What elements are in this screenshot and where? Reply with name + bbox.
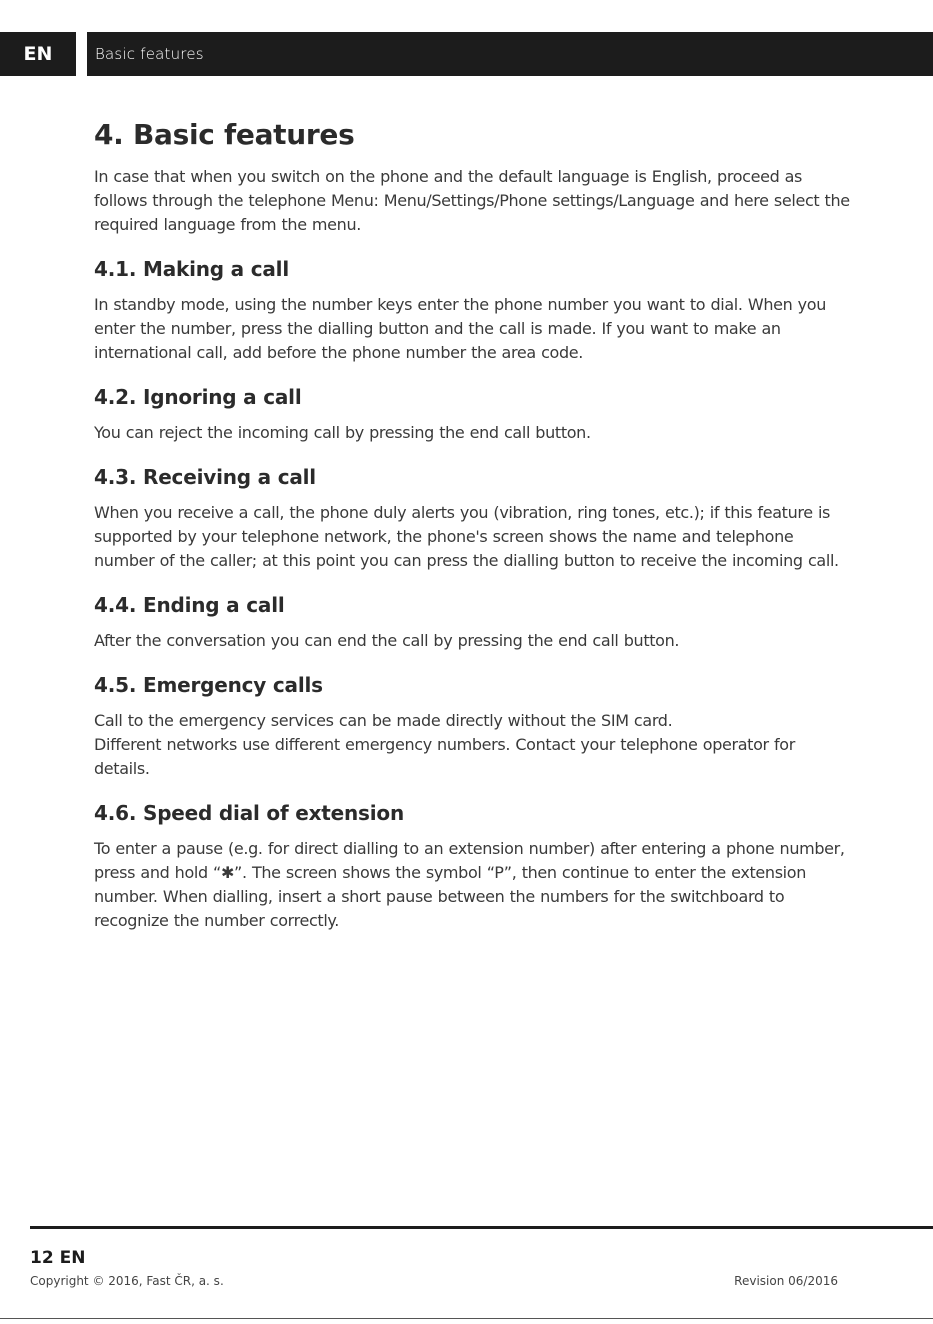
section-heading-ending-a-call: 4.4. Ending a call bbox=[94, 593, 285, 617]
section-paragraph: Call to the emergency services can be made directly without the SIM card. bbox=[94, 711, 673, 730]
intro-paragraph: In case that when you switch on the phone and the default language is English, proceed as follows through the telephone Menu: Menu/Settings/Phone settings/Language and here select the required language from the menu. bbox=[94, 167, 850, 234]
page-bottom-line bbox=[0, 1318, 933, 1319]
section-paragraph: When you receive a call, the phone duly alerts you (vibration, ring tones, etc.); if this feature is supported by your telephone network, the phone's screen shows the name and telephone number of the caller; at this point you can press the dialling button to receive the incoming call. bbox=[94, 503, 839, 570]
section-heading-ignoring-a-call: 4.2. Ignoring a call bbox=[94, 385, 302, 409]
copyright-text: Copyright © 2016, Fast ČR, a. s. bbox=[30, 1274, 224, 1288]
section-paragraph: Different networks use different emergency numbers. Contact your telephone operator for details. bbox=[94, 735, 795, 778]
section-paragraph: You can reject the incoming call by pressing the end call button. bbox=[94, 423, 591, 442]
language-badge: EN bbox=[0, 32, 76, 76]
section-heading-speed-dial: 4.6. Speed dial of extension bbox=[94, 801, 404, 825]
section-paragraph: In standby mode, using the number keys enter the phone number you want to dial. When you enter the number, press the dialling button and the call is made. If you want to make an international call, add before the phone number the area code. bbox=[94, 295, 826, 362]
page-title: 4. Basic features bbox=[94, 118, 355, 151]
section-heading-receiving-a-call: 4.3. Receiving a call bbox=[94, 465, 316, 489]
section-paragraph: To enter a pause (e.g. for direct dialling to an extension number) after entering a phone number, press and hold “✱”. The screen shows the symbol “P”, then continue to enter the extension number. When dialling, insert a short pause between the numbers for the switchboard to recognize the number correctly. bbox=[94, 839, 845, 930]
section-heading-making-a-call: 4.1. Making a call bbox=[94, 257, 289, 281]
section-heading-emergency-calls: 4.5. Emergency calls bbox=[94, 673, 323, 697]
revision-text: Revision 06/2016 bbox=[734, 1274, 838, 1288]
footer-divider bbox=[30, 1226, 933, 1229]
section-paragraph: After the conversation you can end the call by pressing the end call button. bbox=[94, 631, 680, 650]
page-number: 12 EN bbox=[30, 1248, 86, 1268]
header-title: Basic features bbox=[95, 45, 204, 63]
header-bar bbox=[87, 32, 933, 76]
main-content bbox=[94, 118, 854, 953]
